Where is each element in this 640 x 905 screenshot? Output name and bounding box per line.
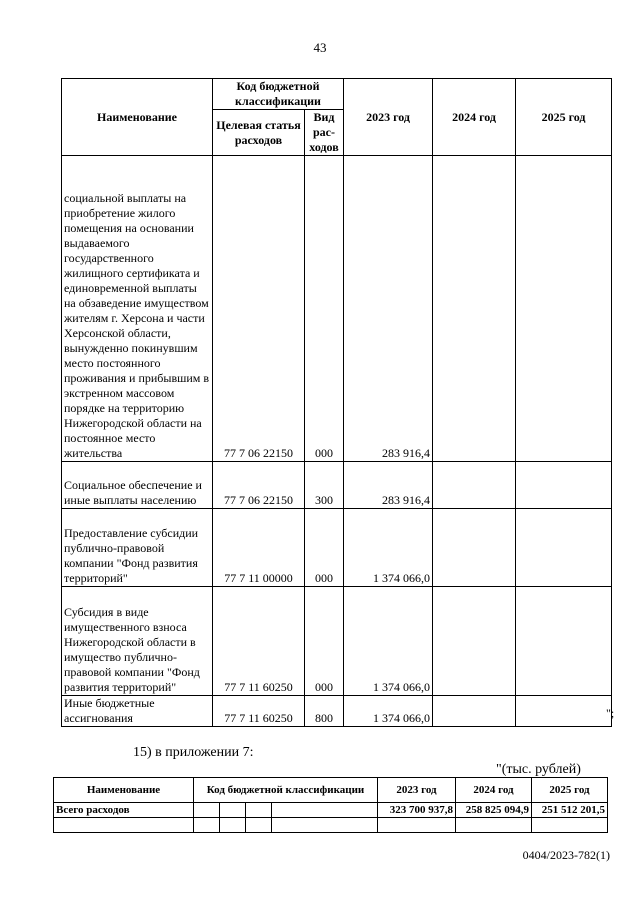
row-name: социальной выплаты на приобретение жилого помещения на основании выдаваемого государственного жилищного сертификата и единовременной выплаты на обзаведение имуществом жителям г. Херсона и части Херсонской области, вынужденно покинувшим место постоянного проживания и прибывшим в экстренном массовом порядке на территорию Нижегородской области на постоянное место жительства	[62, 156, 213, 462]
table-row	[62, 156, 612, 462]
appendix-7-table	[53, 777, 608, 833]
closing-quote: ";	[606, 706, 615, 720]
row-type: 800	[305, 696, 344, 727]
row-target: 77 7 06 22150	[213, 462, 305, 509]
row-2025	[516, 462, 612, 509]
header-2025: 2025 год	[532, 778, 608, 803]
row-type: 300	[305, 462, 344, 509]
row-2025	[516, 156, 612, 462]
row-target: 77 7 11 00000	[213, 509, 305, 587]
row-2024	[433, 509, 516, 587]
unit-label: "(тыс. рублей)	[496, 762, 581, 777]
total-2023: 323 700 937,8	[378, 803, 456, 818]
row-2023: 283 916,4	[344, 462, 433, 509]
header-type: Вид рас-ходов	[305, 110, 344, 156]
row-name: Предоставление субсидии публично-правовой компании "Фонд развития территорий"	[62, 509, 213, 587]
row-target: 77 7 11 60250	[213, 587, 305, 696]
header-target: Целевая статья расходов	[213, 110, 305, 156]
header-2025: 2025 год	[516, 79, 612, 156]
table-row	[62, 696, 612, 727]
budget-table	[61, 78, 615, 727]
document-code: 0404/2023-782(1)	[522, 848, 610, 862]
row-2025	[516, 696, 615, 727]
table-row	[62, 462, 612, 509]
header-2023: 2023 год	[378, 778, 456, 803]
row-2024	[433, 462, 516, 509]
row-2025	[516, 509, 612, 587]
row-2023: 1 374 066,0	[344, 587, 433, 696]
total-label: Всего расходов	[54, 803, 194, 818]
total-row	[54, 803, 608, 818]
row-2023: 1 374 066,0	[344, 509, 433, 587]
row-type: 000	[305, 509, 344, 587]
row-2024	[433, 696, 516, 727]
table-row	[62, 509, 612, 587]
row-2023: 1 374 066,0	[344, 696, 433, 727]
total-2024: 258 825 094,9	[456, 803, 532, 818]
header-name: Наименование	[54, 778, 194, 803]
page-number: 43	[313, 40, 327, 55]
header-name: Наименование	[62, 79, 213, 156]
header-2024: 2024 год	[456, 778, 532, 803]
row-target: 77 7 11 60250	[213, 696, 305, 727]
row-2025	[516, 587, 612, 696]
table-row	[62, 587, 612, 696]
row-2024	[433, 587, 516, 696]
row-name: Иные бюджетные ассигнования	[62, 696, 213, 727]
row-2024	[433, 156, 516, 462]
row-target: 77 7 06 22150	[213, 156, 305, 462]
header-code-group: Код бюджетной классификации	[213, 79, 344, 110]
header-code: Код бюджетной классификации	[194, 778, 378, 803]
total-2025: 251 512 201,5	[532, 803, 608, 818]
empty-row	[54, 818, 608, 833]
row-type: 000	[305, 156, 344, 462]
header-2023: 2023 год	[344, 79, 433, 156]
appendix-intro: 15) в приложении 7:	[133, 745, 254, 760]
row-name: Социальное обеспечение и иные выплаты населению	[62, 462, 213, 509]
header-2024: 2024 год	[433, 79, 516, 156]
row-name: Субсидия в виде имущественного взноса Нижегородской области в имущество публично-правовой компании "Фонд развития территорий"	[62, 587, 213, 696]
row-type: 000	[305, 587, 344, 696]
row-2023: 283 916,4	[344, 156, 433, 462]
